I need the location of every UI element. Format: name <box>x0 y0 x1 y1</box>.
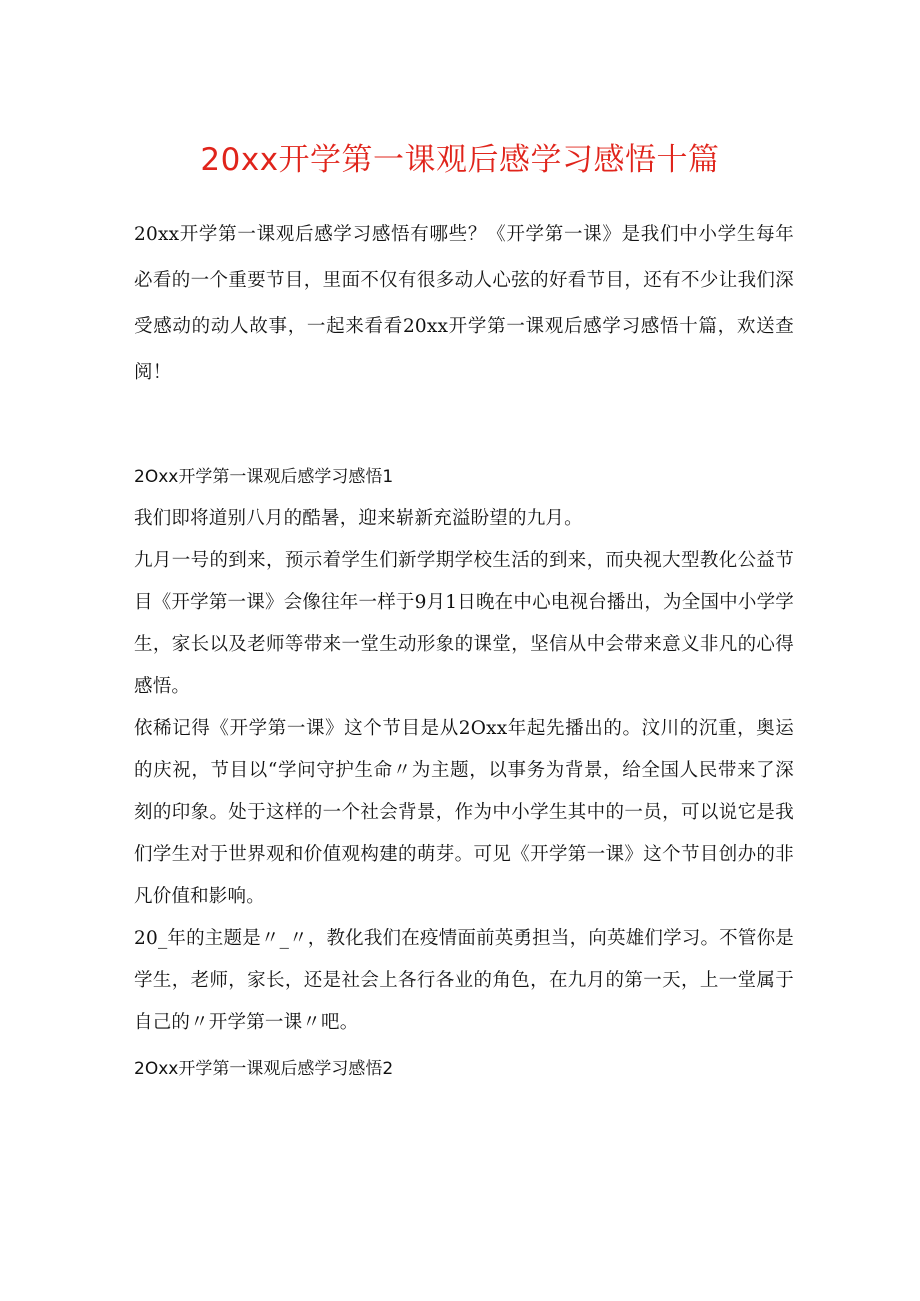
section-1-paragraph-4: 20_年的主题是〃_〃，教化我们在疫情面前英勇担当，向英雄们学习。不管你是学生，老师，家长，还是社会上各行各业的角色，在九月的第一天，上一堂属于自己的〃开学第一课〃吧。 <box>134 928 794 1033</box>
section-spacer <box>134 396 794 456</box>
section-1-paragraph-2: 九月一号的到来，预示着学生们新学期学校生活的到来，而央视大型教化公益节目《开学第一课》会像往年一样于9月1日晚在中心电视台播出，为全国中小学学生，家长以及老师等带来一堂生动形象的课堂，坚信从中会带来意义非凡的心得感悟。 <box>134 550 794 697</box>
intro-paragraph: 20xx开学第一课观后感学习感悟有哪些？《开学第一课》是我们中小学生每年必看的一个重要节目，里面不仅有很多动人心弦的好看节目，还有不少让我们深受感动的动人故事，一起来看看20xx开学第一课观后感学习感悟十篇，欢送查阅！ <box>134 224 794 383</box>
document-title: 20xx开学第一课观后感学习感悟十篇 <box>200 142 720 178</box>
document-body <box>134 212 794 1090</box>
section-1-paragraph-3: 依稀记得《开学第一课》这个节目是从2Oxx年起先播出的。汶川的沉重，奥运的庆祝，节目以“学问守护生命〃为主题，以事务为背景，给全国人民带来了深刻的印象。处于这样的一个社会背景，作为中小学生其中的一员，可以说它是我们学生对于世界观和价值观构建的萌芽。可见《开学第一课》这个节目创办的非凡价值和影响。 <box>134 718 794 907</box>
section-heading-1: 2Oxx开学第一课观后感学习感悟1 <box>134 467 394 487</box>
section-heading-2: 2Oxx开学第一课观后感学习感悟2 <box>134 1059 394 1079</box>
section-1-paragraph-1: 我们即将道别八月的酷暑，迎来崭新充溢盼望的九月。 <box>134 508 583 529</box>
